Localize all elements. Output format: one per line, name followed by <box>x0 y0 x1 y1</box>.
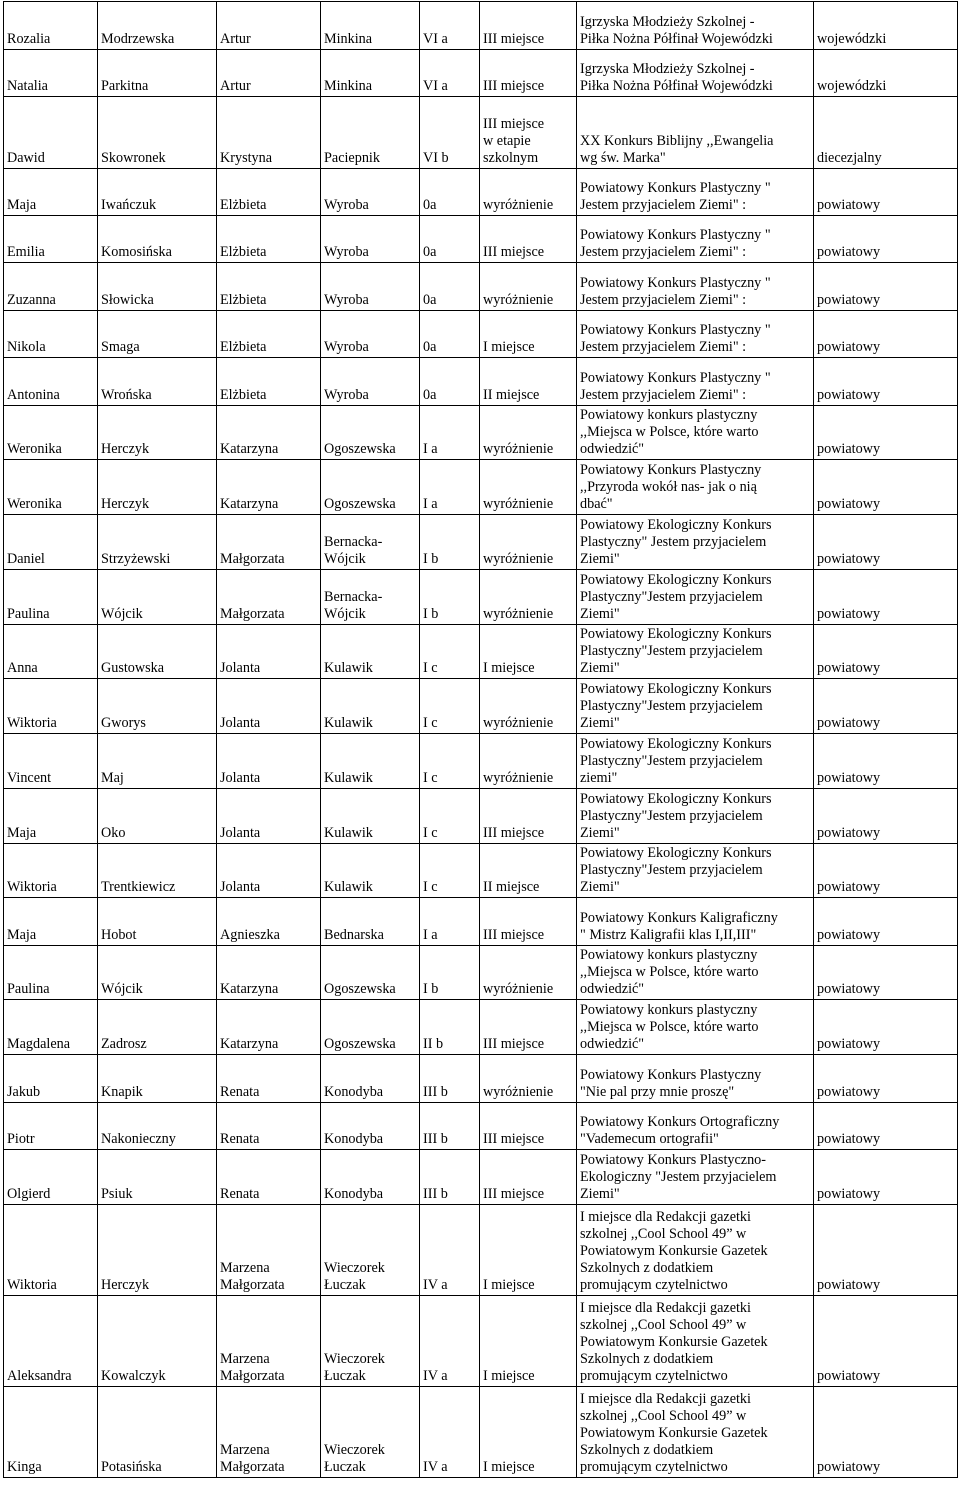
teacher-last-name: Ogoszewska <box>321 460 420 515</box>
student-last-name: Zadrosz <box>98 1000 217 1055</box>
class-name: I c <box>420 679 480 734</box>
table-row <box>4 898 958 946</box>
place-result: I miejsce <box>480 1296 577 1387</box>
teacher-last-name: Konodyba <box>321 1103 420 1150</box>
table-row <box>4 789 958 844</box>
competition-name: Powiatowy Konkurs Plastyczny ,,Przyroda wokół nas- jak o nią dbać" <box>577 460 814 515</box>
table-row <box>4 844 958 898</box>
competition-level: powiatowy <box>814 625 958 679</box>
class-name: IV a <box>420 1296 480 1387</box>
student-last-name: Skowronek <box>98 97 217 169</box>
student-last-name: Gustowska <box>98 625 217 679</box>
teacher-last-name: Ogoszewska <box>321 406 420 460</box>
class-name: VI a <box>420 2 480 50</box>
teacher-last-name: Kulawik <box>321 734 420 789</box>
student-last-name: Nakonieczny <box>98 1103 217 1150</box>
teacher-first-name: Agnieszka <box>217 898 321 946</box>
competition-name: Igrzyska Młodzieży Szkolnej - Piłka Nożna Półfinał Wojewódzki <box>577 2 814 50</box>
competition-name: Powiatowy Konkurs Ortograficzny "Vademecum ortografii" <box>577 1103 814 1150</box>
competition-name: I miejsce dla Redakcji gazetki szkolnej ,,Cool School 49” w Powiatowym Konkursie Gazetek Szkolnych z dodatkiem promującym czytelnictwo <box>577 1296 814 1387</box>
competition-name: Powiatowy Ekologiczny Konkurs Plastyczny"Jestem przyjacielem Ziemi" <box>577 625 814 679</box>
teacher-first-name: Marzena Małgorzata <box>217 1205 321 1296</box>
student-first-name: Anna <box>4 625 98 679</box>
competition-level: powiatowy <box>814 406 958 460</box>
competition-level: powiatowy <box>814 844 958 898</box>
teacher-first-name: Małgorzata <box>217 515 321 570</box>
place-result: III miejsce <box>480 50 577 97</box>
teacher-last-name: Kulawik <box>321 844 420 898</box>
student-last-name: Maj <box>98 734 217 789</box>
competition-level: powiatowy <box>814 1205 958 1296</box>
class-name: 0a <box>420 216 480 263</box>
student-last-name: Potasińska <box>98 1387 217 1478</box>
place-result: I miejsce <box>480 1387 577 1478</box>
student-last-name: Wójcik <box>98 946 217 1000</box>
student-first-name: Weronika <box>4 406 98 460</box>
class-name: 0a <box>420 358 480 406</box>
teacher-first-name: Elżbieta <box>217 263 321 311</box>
class-name: III b <box>420 1150 480 1205</box>
student-last-name: Słowicka <box>98 263 217 311</box>
teacher-first-name: Katarzyna <box>217 406 321 460</box>
student-last-name: Smaga <box>98 311 217 358</box>
place-result: III miejsce w etapie szkolnym <box>480 97 577 169</box>
competition-level: wojewódzki <box>814 2 958 50</box>
table-row <box>4 1296 958 1387</box>
competition-level: powiatowy <box>814 789 958 844</box>
place-result: wyróżnienie <box>480 263 577 311</box>
competition-name: Powiatowy Konkurs Plastyczny " Jestem przyjacielem Ziemi" : <box>577 169 814 216</box>
place-result: wyróżnienie <box>480 169 577 216</box>
student-first-name: Maja <box>4 789 98 844</box>
teacher-last-name: Konodyba <box>321 1150 420 1205</box>
competition-name: Powiatowy Ekologiczny Konkurs Plastyczny"Jestem przyjacielem Ziemi" <box>577 570 814 625</box>
teacher-last-name: Wieczorek Łuczak <box>321 1296 420 1387</box>
student-first-name: Wiktoria <box>4 679 98 734</box>
place-result: wyróżnienie <box>480 570 577 625</box>
table-row <box>4 515 958 570</box>
table-row <box>4 734 958 789</box>
place-result: III miejsce <box>480 1000 577 1055</box>
competition-level: powiatowy <box>814 679 958 734</box>
table-row <box>4 679 958 734</box>
teacher-first-name: Renata <box>217 1150 321 1205</box>
place-result: III miejsce <box>480 789 577 844</box>
student-first-name: Daniel <box>4 515 98 570</box>
student-last-name: Gworys <box>98 679 217 734</box>
table-row <box>4 625 958 679</box>
competition-level: powiatowy <box>814 898 958 946</box>
place-result: wyróżnienie <box>480 406 577 460</box>
competition-name: Powiatowy Ekologiczny Konkurs Plastyczny"Jestem przyjacielem Ziemi" <box>577 679 814 734</box>
teacher-first-name: Katarzyna <box>217 1000 321 1055</box>
table-row <box>4 1387 958 1478</box>
table-row <box>4 460 958 515</box>
results-table <box>3 1 958 1478</box>
class-name: I b <box>420 515 480 570</box>
competition-name: Powiatowy Konkurs Kaligraficzny " Mistrz Kaligrafii klas I,II,III" <box>577 898 814 946</box>
teacher-last-name: Konodyba <box>321 1055 420 1103</box>
table-row <box>4 50 958 97</box>
competition-name: Powiatowy Ekologiczny Konkurs Plastyczny"Jestem przyjacielem Ziemi" <box>577 789 814 844</box>
class-name: IV a <box>420 1205 480 1296</box>
table-row <box>4 1103 958 1150</box>
place-result: I miejsce <box>480 1205 577 1296</box>
teacher-last-name: Bernacka- Wójcik <box>321 515 420 570</box>
competition-level: powiatowy <box>814 1296 958 1387</box>
class-name: I a <box>420 406 480 460</box>
competition-level: powiatowy <box>814 169 958 216</box>
competition-level: powiatowy <box>814 263 958 311</box>
competition-level: powiatowy <box>814 515 958 570</box>
teacher-first-name: Jolanta <box>217 625 321 679</box>
student-first-name: Aleksandra <box>4 1296 98 1387</box>
teacher-first-name: Renata <box>217 1103 321 1150</box>
competition-level: powiatowy <box>814 734 958 789</box>
place-result: II miejsce <box>480 844 577 898</box>
class-name: I c <box>420 734 480 789</box>
student-first-name: Natalia <box>4 50 98 97</box>
competition-name: Powiatowy Ekologiczny Konkurs Plastyczny" Jestem przyjacielem Ziemi" <box>577 515 814 570</box>
class-name: I a <box>420 460 480 515</box>
competition-name: Powiatowy Konkurs Plastyczno- Ekologiczny "Jestem przyjacielem Ziemi" <box>577 1150 814 1205</box>
class-name: I c <box>420 625 480 679</box>
competition-name: Igrzyska Młodzieży Szkolnej - Piłka Nożna Półfinał Wojewódzki <box>577 50 814 97</box>
competition-name: Powiatowy Konkurs Plastyczny " Jestem przyjacielem Ziemi" : <box>577 263 814 311</box>
teacher-first-name: Elżbieta <box>217 311 321 358</box>
competition-name: Powiatowy Konkurs Plastyczny "Nie pal przy mnie proszę" <box>577 1055 814 1103</box>
teacher-first-name: Elżbieta <box>217 216 321 263</box>
student-last-name: Herczyk <box>98 460 217 515</box>
teacher-first-name: Artur <box>217 2 321 50</box>
competition-level: powiatowy <box>814 311 958 358</box>
student-last-name: Strzyżewski <box>98 515 217 570</box>
table-row <box>4 1055 958 1103</box>
class-name: 0a <box>420 311 480 358</box>
teacher-last-name: Wyroba <box>321 358 420 406</box>
teacher-last-name: Wieczorek Łuczak <box>321 1205 420 1296</box>
teacher-first-name: Katarzyna <box>217 946 321 1000</box>
teacher-first-name: Elżbieta <box>217 358 321 406</box>
competition-name: I miejsce dla Redakcji gazetki szkolnej ,,Cool School 49” w Powiatowym Konkursie Gazetek Szkolnych z dodatkiem promującym czytelnictwo <box>577 1387 814 1478</box>
student-last-name: Knapik <box>98 1055 217 1103</box>
place-result: wyróżnienie <box>480 515 577 570</box>
student-first-name: Emilia <box>4 216 98 263</box>
place-result: wyróżnienie <box>480 679 577 734</box>
teacher-first-name: Krystyna <box>217 97 321 169</box>
competition-level: diecezjalny <box>814 97 958 169</box>
teacher-first-name: Jolanta <box>217 734 321 789</box>
place-result: III miejsce <box>480 1150 577 1205</box>
class-name: 0a <box>420 263 480 311</box>
table-row <box>4 1205 958 1296</box>
class-name: VI b <box>420 97 480 169</box>
competition-level: powiatowy <box>814 216 958 263</box>
place-result: wyróżnienie <box>480 1055 577 1103</box>
student-first-name: Olgierd <box>4 1150 98 1205</box>
student-last-name: Herczyk <box>98 406 217 460</box>
teacher-last-name: Ogoszewska <box>321 946 420 1000</box>
teacher-last-name: Minkina <box>321 2 420 50</box>
teacher-first-name: Renata <box>217 1055 321 1103</box>
teacher-last-name: Ogoszewska <box>321 1000 420 1055</box>
competition-name: I miejsce dla Redakcji gazetki szkolnej ,,Cool School 49” w Powiatowym Konkursie Gazetek Szkolnych z dodatkiem promującym czytelnictwo <box>577 1205 814 1296</box>
competition-name: Powiatowy konkurs plastyczny ,,Miejsca w Polsce, które warto odwiedzić" <box>577 1000 814 1055</box>
table-row <box>4 97 958 169</box>
student-last-name: Kowalczyk <box>98 1296 217 1387</box>
teacher-first-name: Małgorzata <box>217 570 321 625</box>
teacher-first-name: Jolanta <box>217 679 321 734</box>
competition-level: powiatowy <box>814 1150 958 1205</box>
student-last-name: Parkitna <box>98 50 217 97</box>
table-row <box>4 406 958 460</box>
table-row <box>4 169 958 216</box>
teacher-first-name: Artur <box>217 50 321 97</box>
competition-level: powiatowy <box>814 1000 958 1055</box>
class-name: I b <box>420 570 480 625</box>
teacher-last-name: Wyroba <box>321 311 420 358</box>
competition-level: powiatowy <box>814 358 958 406</box>
student-last-name: Komosińska <box>98 216 217 263</box>
competition-level: powiatowy <box>814 570 958 625</box>
competition-level: powiatowy <box>814 1055 958 1103</box>
student-last-name: Oko <box>98 789 217 844</box>
student-first-name: Paulina <box>4 946 98 1000</box>
teacher-last-name: Minkina <box>321 50 420 97</box>
table-row <box>4 216 958 263</box>
class-name: I c <box>420 844 480 898</box>
class-name: III b <box>420 1055 480 1103</box>
teacher-last-name: Wyroba <box>321 216 420 263</box>
student-first-name: Piotr <box>4 1103 98 1150</box>
class-name: 0a <box>420 169 480 216</box>
teacher-last-name: Bernacka- Wójcik <box>321 570 420 625</box>
teacher-first-name: Katarzyna <box>217 460 321 515</box>
teacher-last-name: Wyroba <box>321 263 420 311</box>
class-name: III b <box>420 1103 480 1150</box>
teacher-first-name: Elżbieta <box>217 169 321 216</box>
teacher-first-name: Jolanta <box>217 844 321 898</box>
student-first-name: Vincent <box>4 734 98 789</box>
student-first-name: Dawid <box>4 97 98 169</box>
teacher-first-name: Jolanta <box>217 789 321 844</box>
competition-name: XX Konkurs Biblijny ,,Ewangelia wg św. Marka" <box>577 97 814 169</box>
student-first-name: Magdalena <box>4 1000 98 1055</box>
place-result: I miejsce <box>480 311 577 358</box>
table-row <box>4 263 958 311</box>
table-row <box>4 311 958 358</box>
student-last-name: Wójcik <box>98 570 217 625</box>
teacher-last-name: Kulawik <box>321 625 420 679</box>
student-last-name: Hobot <box>98 898 217 946</box>
place-result: wyróżnienie <box>480 946 577 1000</box>
student-last-name: Trentkiewicz <box>98 844 217 898</box>
competition-level: powiatowy <box>814 460 958 515</box>
student-first-name: Antonina <box>4 358 98 406</box>
student-first-name: Jakub <box>4 1055 98 1103</box>
student-first-name: Maja <box>4 169 98 216</box>
class-name: IV a <box>420 1387 480 1478</box>
table-row <box>4 358 958 406</box>
student-last-name: Psiuk <box>98 1150 217 1205</box>
class-name: I b <box>420 946 480 1000</box>
student-first-name: Nikola <box>4 311 98 358</box>
student-first-name: Kinga <box>4 1387 98 1478</box>
student-last-name: Iwańczuk <box>98 169 217 216</box>
teacher-last-name: Paciepnik <box>321 97 420 169</box>
competition-name: Powiatowy Ekologiczny Konkurs Plastyczny"Jestem przyjacielem Ziemi" <box>577 844 814 898</box>
teacher-last-name: Kulawik <box>321 789 420 844</box>
teacher-first-name: Marzena Małgorzata <box>217 1387 321 1478</box>
table-row <box>4 946 958 1000</box>
teacher-last-name: Wyroba <box>321 169 420 216</box>
student-first-name: Rozalia <box>4 2 98 50</box>
student-last-name: Modrzewska <box>98 2 217 50</box>
competition-level: powiatowy <box>814 946 958 1000</box>
table-row <box>4 570 958 625</box>
table-row <box>4 1150 958 1205</box>
student-first-name: Wiktoria <box>4 1205 98 1296</box>
student-last-name: Wrońska <box>98 358 217 406</box>
place-result: I miejsce <box>480 625 577 679</box>
teacher-first-name: Marzena Małgorzata <box>217 1296 321 1387</box>
competition-name: Powiatowy konkurs plastyczny ,,Miejsca w Polsce, które warto odwiedzić" <box>577 946 814 1000</box>
class-name: VI a <box>420 50 480 97</box>
table-body <box>4 2 958 1478</box>
teacher-last-name: Wieczorek Łuczak <box>321 1387 420 1478</box>
place-result: wyróżnienie <box>480 460 577 515</box>
table-row <box>4 2 958 50</box>
class-name: I a <box>420 898 480 946</box>
place-result: III miejsce <box>480 2 577 50</box>
competition-name: Powiatowy konkurs plastyczny ,,Miejsca w Polsce, które warto odwiedzić" <box>577 406 814 460</box>
teacher-last-name: Kulawik <box>321 679 420 734</box>
competition-name: Powiatowy Konkurs Plastyczny " Jestem przyjacielem Ziemi" : <box>577 216 814 263</box>
competition-level: powiatowy <box>814 1387 958 1478</box>
class-name: II b <box>420 1000 480 1055</box>
competition-name: Powiatowy Konkurs Plastyczny " Jestem przyjacielem Ziemi" : <box>577 358 814 406</box>
student-first-name: Zuzanna <box>4 263 98 311</box>
teacher-last-name: Bednarska <box>321 898 420 946</box>
competition-level: powiatowy <box>814 1103 958 1150</box>
student-first-name: Weronika <box>4 460 98 515</box>
place-result: II miejsce <box>480 358 577 406</box>
competition-name: Powiatowy Konkurs Plastyczny " Jestem przyjacielem Ziemi" : <box>577 311 814 358</box>
competition-name: Powiatowy Ekologiczny Konkurs Plastyczny"Jestem przyjacielem ziemi" <box>577 734 814 789</box>
place-result: III miejsce <box>480 216 577 263</box>
competition-level: wojewódzki <box>814 50 958 97</box>
place-result: wyróżnienie <box>480 734 577 789</box>
place-result: III miejsce <box>480 898 577 946</box>
student-last-name: Herczyk <box>98 1205 217 1296</box>
place-result: III miejsce <box>480 1103 577 1150</box>
student-first-name: Wiktoria <box>4 844 98 898</box>
student-first-name: Maja <box>4 898 98 946</box>
class-name: I c <box>420 789 480 844</box>
student-first-name: Paulina <box>4 570 98 625</box>
table-row <box>4 1000 958 1055</box>
